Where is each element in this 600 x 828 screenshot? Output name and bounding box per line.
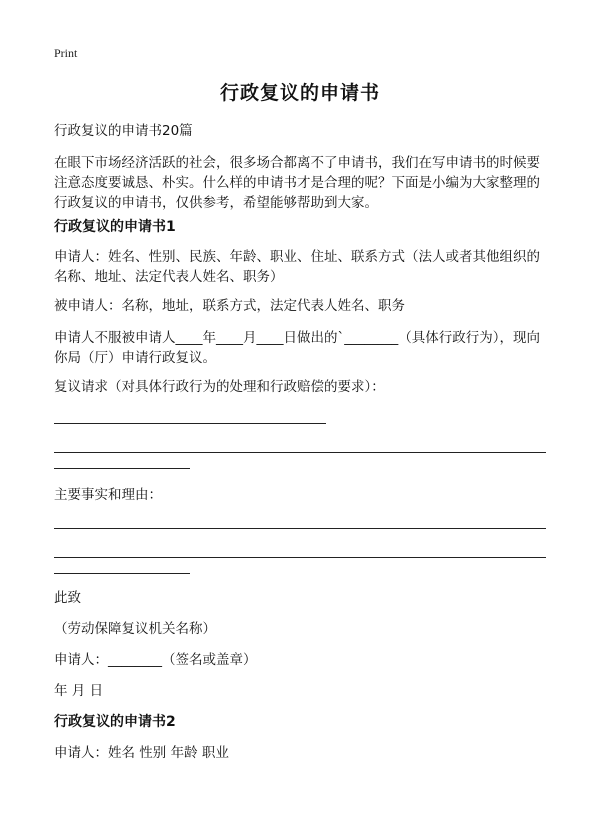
blank-line xyxy=(54,573,190,574)
applicant-paragraph: 申请人：姓名、性别、民族、年龄、职业、住址、联系方式（法人或者其他组织的名称、地址、法定代表人姓名、职务） xyxy=(54,249,540,285)
salutation: 此致 xyxy=(54,590,81,606)
section-1-heading: 行政复议的申请书1 xyxy=(54,219,176,235)
page-title: 行政复议的申请书 xyxy=(219,82,380,104)
section-2-heading: 行政复议的申请书2 xyxy=(54,714,176,730)
document-subtitle: 行政复议的申请书20篇 xyxy=(54,123,193,139)
signature-line: 申请人：________（签名或盖章） xyxy=(54,652,257,668)
section-2-applicant: 申请人：姓名 性别 年龄 职业 xyxy=(54,745,229,761)
print-label: Print xyxy=(54,46,78,60)
blank-line xyxy=(54,468,190,469)
date-line: 年 月 日 xyxy=(54,683,104,699)
refusal-paragraph: 申请人不服被申请人____年____月____日做出的`________（具体行政行为），现向你局（厅）申请行政复议。 xyxy=(54,330,540,366)
intro-paragraph: 在眼下市场经济活跃的社会，很多场合都离不了申请书，我们在写申请书的时候要注意态度要诚恳、朴实。什么样的申请书才是合理的呢？下面是小编为大家整理的行政复议的申请书，仅供参考，希望能够帮助到大家。 xyxy=(54,155,540,211)
facts-label: 主要事实和理由： xyxy=(54,487,162,503)
authority-name: （劳动保障复议机关名称） xyxy=(54,621,216,637)
blank-line xyxy=(54,452,546,453)
request-label: 复议请求（对具体行政行为的处理和行政赔偿的要求）： xyxy=(54,379,385,395)
blank-line xyxy=(54,423,326,424)
respondent-paragraph: 被申请人：名称，地址，联系方式，法定代表人姓名、职务 xyxy=(54,298,405,314)
blank-line xyxy=(54,528,546,529)
blank-line xyxy=(54,557,546,558)
